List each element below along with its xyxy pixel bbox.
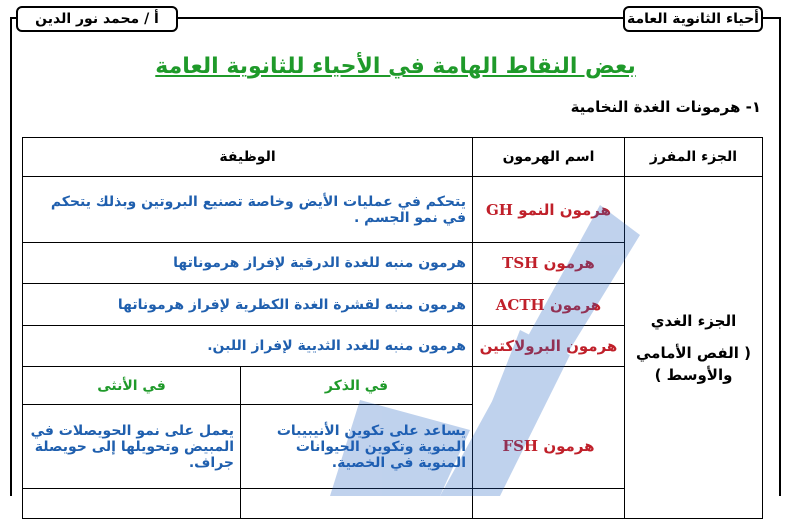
fsh-top-spacer [473,367,625,405]
page-title: بعض النقاط الهامة في الأحياء للثانوية العامة [155,54,636,79]
hormones-table [22,137,763,519]
hormone-name-ar: هرمون [543,254,595,272]
section-heading: ١- هرمونات الغدة النخامية [570,98,761,116]
female-subheader: في الأنثى [23,367,241,405]
hormone-name-ar: هرمون البرولاكتين [479,337,618,355]
page-frame-right [779,17,781,496]
female-function-cell: يعمل على نمو الحويصلات في المبيض وتحويلها إلى حويصلة جراف. [23,405,241,489]
function-cell: يتحكم في عمليات الأيض وخاصة تصنيع البروتين وبذلك يتحكم في نمو الجسم . [23,177,473,243]
part-line-3: والأوسط ) [654,365,733,384]
hormone-name-ar: هرمون [549,295,602,314]
part-line-1: الجزء الغدي [650,311,737,330]
secreting-part-cell [625,177,763,519]
author-tab: أ / محمد نور الدين [16,6,178,32]
header-hormone: اسم الهرمون [473,138,625,177]
table-row [23,177,763,243]
hormone-name-en: ACTH [495,295,545,314]
hormone-name-en: FSH [502,437,539,456]
subject-tab: أحياء الثانوية العامة [623,6,763,32]
hormone-name-en: TSH [502,254,539,272]
table-header-row [23,138,763,177]
male-function-cell: يساعد على تكوين الأنيبيبات المنوية وتكوين الحيوانات المنوية في الخصية. [241,405,473,489]
empty-cell [473,489,625,519]
male-subheader: في الذكر [241,367,473,405]
hormone-name-cell [473,326,625,367]
header-part: الجزء المفرز [625,138,763,177]
hormone-name-cell [473,177,625,243]
header-function: الوظيفة [23,138,473,177]
hormone-name-ar: هرمون [543,437,595,456]
hormone-name-en: GH [485,200,513,219]
hormone-name-ar: هرمون النمو [518,200,612,219]
empty-cell [241,489,473,519]
function-cell: هرمون منبه للغدد الثديية لإفراز اللبن. [23,326,473,367]
function-cell: هرمون منبه لقشرة الغدة الكظرية لإفراز هرموناتها [23,284,473,326]
page-frame-left [10,17,12,496]
function-cell: هرمون منبه للغدة الدرقية لإفراز هرموناتها [23,243,473,284]
part-line-2: ( الفص الأمامي [635,343,752,362]
hormone-name-cell [473,284,625,326]
empty-cell [23,489,241,519]
hormone-name-cell [473,243,625,284]
hormone-name-cell [473,405,625,489]
